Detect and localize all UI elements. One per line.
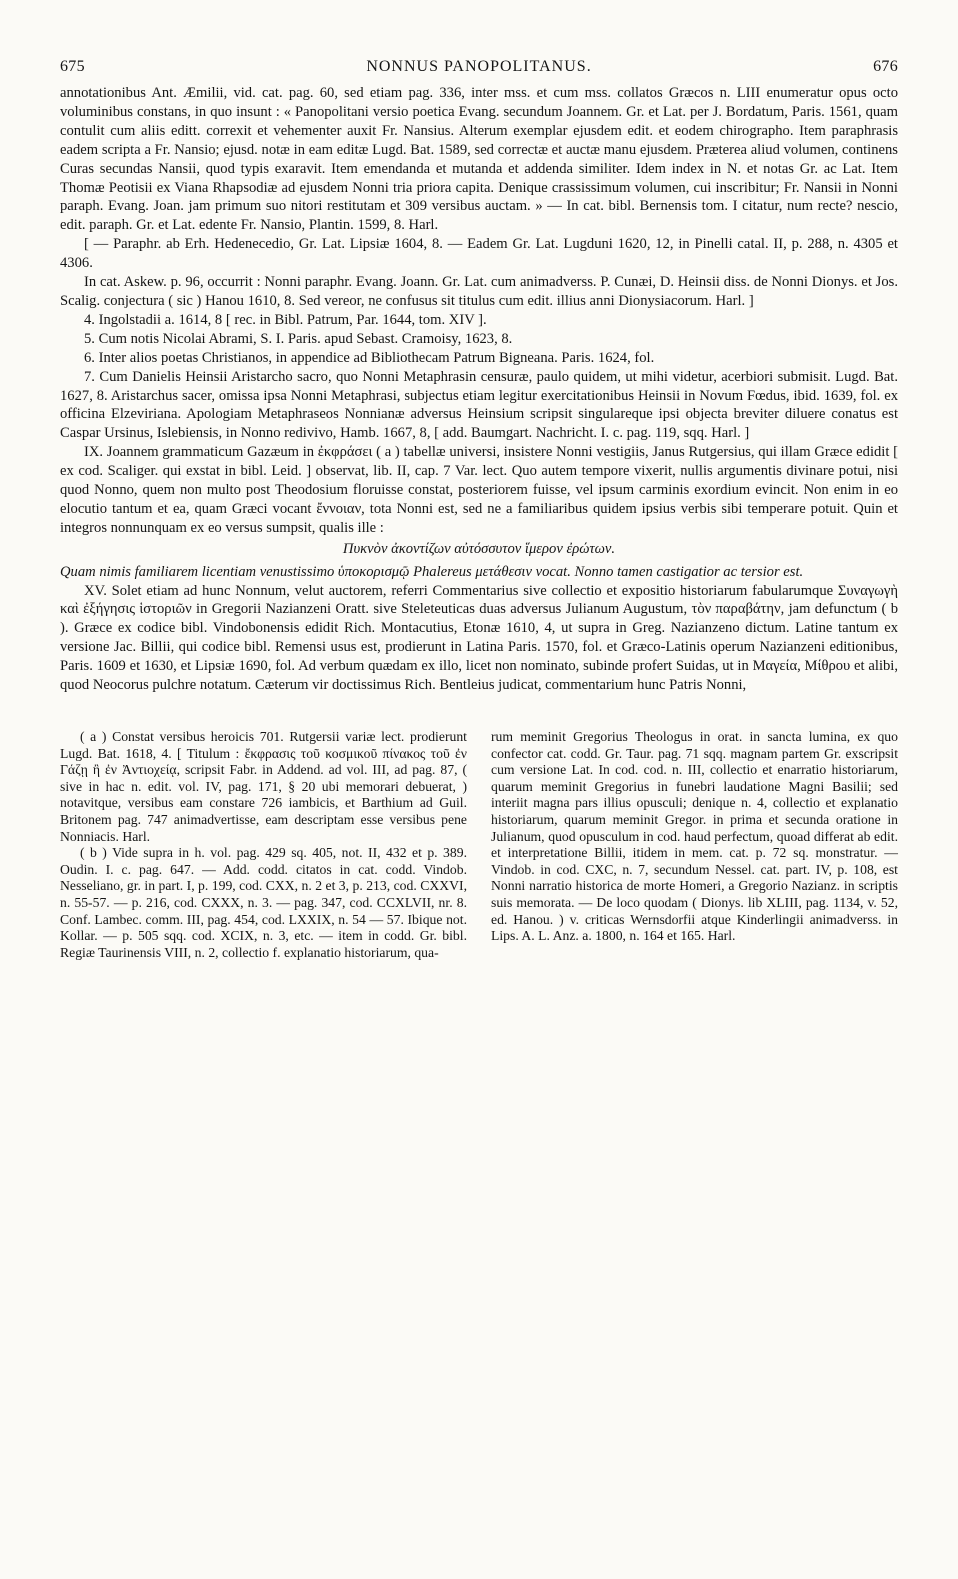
footnotes	[60, 729, 898, 961]
greek-verse: Πυκνὸν ἀκοντίζων αὐτόσσυτον ἵμερον ἐρώτων.	[342, 540, 616, 557]
paragraph-askew: In cat. Askew. p. 96, occurrit : Nonni paraphr. Evang. Joann. Gr. Lat. cum animadverss. P. Cunæi, D. Heinsii diss. de Nonni Dionys. et Jos. Scalig. conjectura ( sic ) Hanou 1610, 8. Sed vereor, ne confusus sit titulus cum edit. illius anni Dionysiacorum. Harl. ]	[60, 274, 898, 309]
paragraph-section-xv: XV. Solet etiam ad hunc Nonnum, velut auctorem, referri Commentarius sive collectio et expositio historiarum fabularumque Συναγωγὴ καὶ ἐξήγησις ἱστοριῶν in Gregorii Nazianzeni Oratt. sive Steleteuticas duas adversus Julianum Augustum, τὸν παραβάτην, jam defunctum ( b ). Græce ex codice bibl. Vindobonensis edidit Rich. Montacutius, Etonæ 1610, 4, ut supra in Greg. Nazianzeno dictum. Latine tantum ex versione Jac. Billii, qui codice bibl. Remensi usus est, prodierunt in Latina Paris. 1570, fol. et Græco-Latinis operum Nazianzeni editionibus, Paris. 1609 et 1630, et Lipsiæ 1690, fol. Ad verbum quædam ex illo, licet non nominato, subinde profert Suidas, ut in Μαγεία, Μίθρου et alibi, quod Neocorus pulchre notatum. Cæterum vir doctissimus Rich. Bentleius judicat, commentarium hunc Patris Nonni,	[60, 582, 898, 694]
paragraph-edition-4: 4. Ingolstadii a. 1614, 8 [ rec. in Bibl. Patrum, Par. 1644, tom. XIV ].	[84, 311, 487, 328]
main-text	[60, 84, 898, 695]
footnote-a: ( a ) Constat versibus heroicis 701. Rutgersii variæ lect. prodierunt Lugd. Bat. 1618, 4. [ Titulum : ἔκφρασις τοῦ κοσμικοῦ πίνακος τοῦ ἐν Γάζῃ ἢ ἐν Ἀντιοχείᾳ, scripsit Fabr. in Addend. ad vol. III, ad pag. 87, ( sive in hac n. edit. vol. IV, pag. 171, § 20 ubi memorari debuerat, ) notavitque, versibus eam constare 726 iambicis, et Barthium ad Guil. Britonem pag. 747 animadvertisse, eam descriptam esse versibus pene Nonniacis. Harl.	[60, 729, 467, 844]
running-title: NONNUS PANOPOLITANUS.	[366, 58, 592, 75]
left-page-number: 675	[60, 58, 85, 75]
footnotes-left-column	[60, 729, 467, 961]
paragraph-hedenecedio: [ — Paraphr. ab Erh. Hedenecedio, Gr. Lat. Lipsiæ 1604, 8. — Eadem Gr. Lat. Lugduni 1620, 12, in Pinelli catal. II, p. 288, n. 4305 et 4306.	[60, 236, 898, 272]
right-page-number: 676	[873, 58, 898, 75]
footnote-b: ( b ) Vide supra in h. vol. pag. 429 sq. 405, not. II, 432 et p. 389. Oudin. I. c. pag. 647. — Add. codd. citatos in cat. codd. Vindob. Nesseliano, gr. in part. I, p. 199, cod. CXX, n. 2 et 3, p. 213, cod. CXXVI, n. 55-57. — p. 216, cod. CXXX, n. 3. — pag. 347, cod. CCXLVII, nr. 8. Conf. Lambec. comm. III, pag. 454, cod. LXXIX, n. 54 — 57. Ibique not. Kollar. — p. 505 sqq. cod. XCIX, n. 3, etc. — item in codd. Gr. bibl. Regiæ Taurinensis VIII, n. 2, collectio f. explanatio historiarum, qua-	[60, 845, 467, 960]
paragraph-phalereus: Quam nimis familiarem licentiam venustissimo ὑποκορισμῷ Phalereus μετάθεσιν vocat. Nonno tamen castigatior ac tersior est.	[60, 563, 804, 580]
paragraph-edition-7: 7. Cum Danielis Heinsii Aristarcho sacro, quo Nonni Metaphrasin censuræ, paulo quidem, ut mihi videtur, acerbiori submisit. Lugd. Bat. 1627, 8. Aristarchus sacer, omissa ipsa Nonni Metaphrasi, subjectus etiam legitur exercitationibus Heinsii in Novum Fœdus, ibid. 1639, fol. ex officina Elzeviriana. Apologiam Metaphraseos Nonnianæ adversus Heinsium scripsit singulareque ipsi objecta breviter diluere conatus est Caspar Ursinus, Islebiensis, in Nonno redivivo, Hamb. 1667, 8, [ add. Baumgart. Nachricht. I. c. pag. 119, sqq. Harl. ]	[60, 368, 898, 442]
paragraph-section-ix: IX. Joannem grammaticum Gazæum in ἐκφράσει ( a ) tabellæ universi, insistere Nonni vestigiis, Janus Rutgersius, qui illam Græce edidit [ ex cod. Scaliger. qui exstat in bibl. Leid. ] observat, lib. II, cap. 7 Var. lect. Quo autem tempore vixerit, nullis argumentis divinare potui, nisi quod Nonno, quem non multo post Theodosium floruisse constat, posteriorem fuisse, vel ipsum carminis exordium evincit. Non enim in eo elocutio tantum et ea, quam Græci vocant ἔννοιαν, tota Nonni est, sed ne a familiaribus quidem ipsius verbis sibi temperare potuit. Quin et integros nonnunquam ex eo versus sumpsit, qualis ille :	[60, 444, 898, 536]
running-header	[60, 58, 898, 76]
footnotes-right-column	[491, 729, 898, 961]
footnote-b-continued: rum meminit Gregorius Theologus in orat. in sancta lumina, ex quo confector cat. codd. Gr. Taur. pag. 71 sqq. magnam partem Gr. exscripsit cum versione Lat. In cod. cod. n. III, collectio et enarratio historiarum, quarum meminit Gregorius in funebri laudatione Magni Basilii; sed interiit magna pars illius opusculi; denique n. 4, collectio et explanatio historiarum, quarum meminit Gregor. in prima et secunda oratione in Julianum, quod opusculum in cod. haud perfectum, quoad differat ab edit. et interpretatione Billii, itidem in mem. cat. p. 72 sq. monstratur. — Vindob. in cod. CXC, n. 7, secundum Nessel. cat. part. IV, p. 108, est Nonni narratio historica de morte Homeri, a Gregorio Nazianz. in scriptis suis memorata. — De loco quodam ( Dionys. lib XLIII, pag. 1134, v. 52, ed. Hanou. ) v. criticas Wernsdorfii atque Kinderlingii animadverss. in Lips. A. L. Anz. a. 1800, n. 164 et 165. Harl.	[491, 729, 898, 944]
paragraph-edition-6: 6. Inter alios poetas Christianos, in appendice ad Bibliothecam Patrum Bigneana. Paris. 1624, fol.	[84, 349, 655, 366]
paragraph-catalog: annotationibus Ant. Æmilii, vid. cat. pag. 60, sed etiam pag. 336, inter mss. et cum mss. collatos Græcos n. LIII enumeratur opus octo voluminibus constans, in quo insunt : « Panopolitani versio poetica Evang. secundum Joannem. Gr. et Lat. per J. Bordatum, Paris. 1561, quam contulit cum aliis editt. correxit et vehementer auxit Fr. Nansius. Alterum exemplar ejusdem edit. et eodem chirographo. Item paraphrasis eadem scripta a Fr. Nansio; ejusd. notæ in eam editæ Lugd. Bat. 1589, sed correctæ et auctæ manu ejusdem. Præterea aliud volumen, continens Curas secundas Nansii, quod typis exaravit. Item emendanda et mutanda et addenda similiter. Idem index in N. et notas Gr. ac Lat. Item Thomæ Peotisii ex Viana Rhapsodiæ ad ejusdem Nonni tria priora capita. Denique crassissimum volumen, cui inscribitur; Fr. Nansii in Nonni paraph. Evang. Joan. jam primum suo nitori restitutam et 309 versibus auctam. » — In cat. bibl. Bernensis tom. I citatur, num recte? nescio, edit. paraph. Gr. et Lat. edente Fr. Nansio, Plantin. 1599, 8. Harl.	[60, 85, 898, 234]
paragraph-edition-5: 5. Cum notis Nicolai Abrami, S. I. Paris. apud Sebast. Cramoisy, 1623, 8.	[84, 330, 513, 347]
